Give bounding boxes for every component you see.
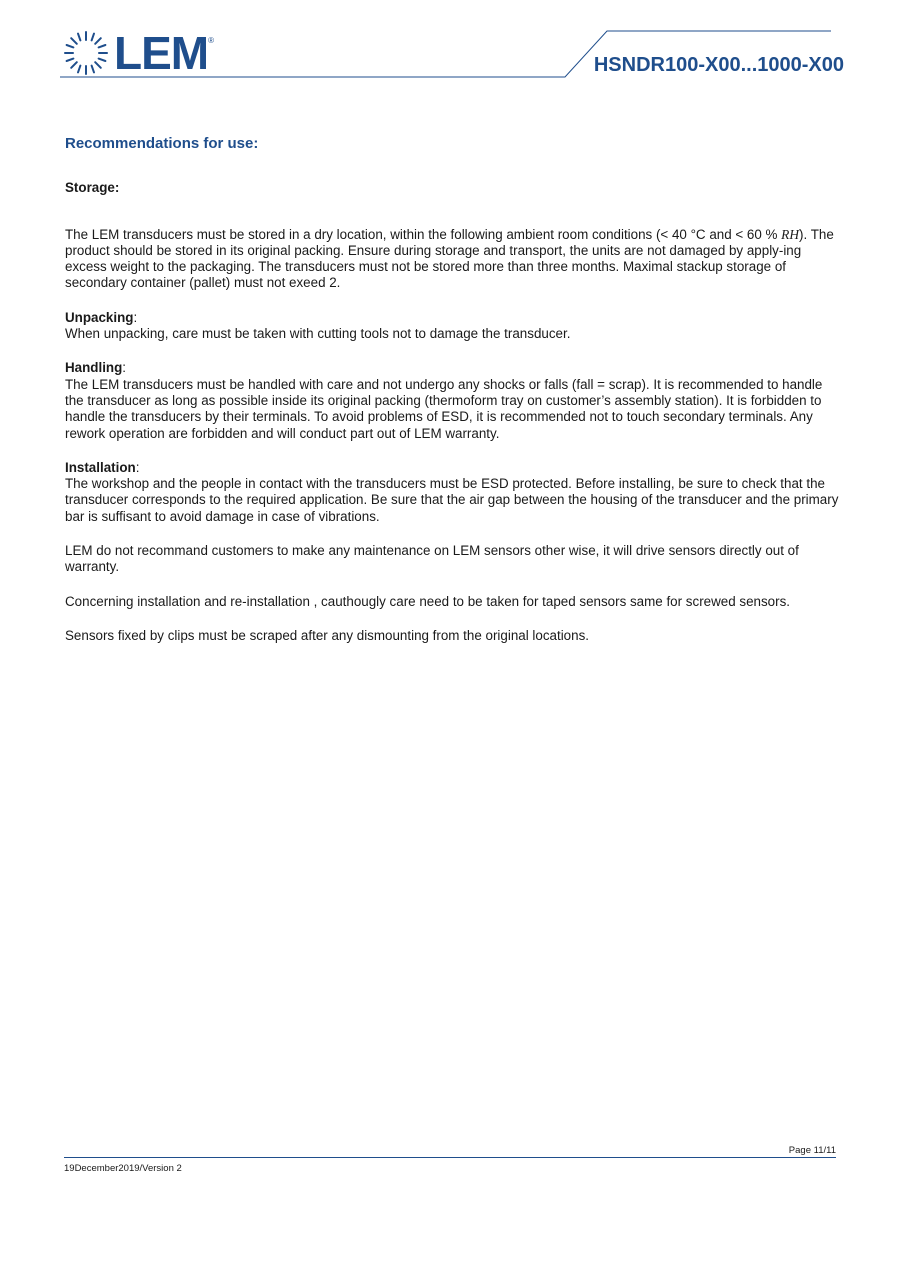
reinstallation-note: Concerning installation and re-installation , cauthougly care need to be taken for taped sensors same for screwed sensors. — [65, 593, 790, 609]
installation-text: The workshop and the people in contact with the transducers must be ESD protected. Before installing, be sure to check that the transducer corresponds to the required application. Be sure that the air gap between the housing of the transducer and the primary bar is suffisant to avoid damage in case of vibrations. — [65, 476, 839, 524]
handling-colon: : — [122, 360, 127, 376]
unpacking-text: When unpacking, care must be taken with cutting tools not to damage the transducer. — [65, 326, 571, 342]
product-title: HSNDR100-X00...1000-X00 — [593, 54, 844, 76]
section-title: Recommendations for use: — [65, 135, 259, 152]
page-number: Page 11/11 — [788, 1145, 836, 1156]
installation-heading: Installation — [65, 459, 136, 475]
storage-text-start: The LEM transducers must be stored in a dry location, within the following ambient room conditions (< 40 °C and < 60 % — [65, 226, 782, 242]
logo-wordmark: LEM — [114, 27, 209, 79]
lem-sun-logo-icon — [62, 29, 110, 77]
storage-heading: Storage: — [65, 180, 120, 196]
footer-rule — [64, 1157, 836, 1158]
storage-text-end: ). The product should be stored in its original packing. Ensure during storage and transport, the units are not damaged by apply-ing excess weight to the packaging. The transducers must not be stored more than three months. Maximal stackup storage of secondary container (pallet) must not exeed 2. — [65, 226, 834, 291]
main-content — [65, 136, 840, 660]
installation-colon: : — [135, 459, 140, 475]
handling-heading: Handling — [65, 360, 123, 376]
lem-logo — [62, 28, 214, 78]
rh-symbol: RH — [781, 226, 800, 242]
storage-paragraph — [65, 227, 840, 292]
unpacking-section — [65, 310, 840, 343]
registered-mark: ® — [208, 36, 215, 45]
unpacking-heading: Unpacking — [65, 309, 134, 325]
document-version: 19December2019/Version 2 — [64, 1163, 182, 1174]
handling-text: The LEM transducers must be handled with care and not undergo any shocks or falls (fall = scrap). It is recommended to handle the transducer as long as possible inside its original packing (thermoform tray on customer’s assembly station). It is forbidden to handle the transducers by their terminals. To avoid problems of ESD, it is recommended not to touch secondary terminals. Any rework operation are forbidden and will conduct part out of LEM warranty. — [65, 376, 823, 441]
maintenance-note: LEM do not recommand customers to make any maintenance on LEM sensors other wise, it will drive sensors directly out of warranty. — [65, 543, 799, 575]
unpacking-colon: : — [133, 309, 138, 325]
handling-section — [65, 360, 840, 441]
installation-section — [65, 460, 840, 525]
clips-note: Sensors fixed by clips must be scraped after any dismounting from the original locations. — [65, 627, 589, 643]
